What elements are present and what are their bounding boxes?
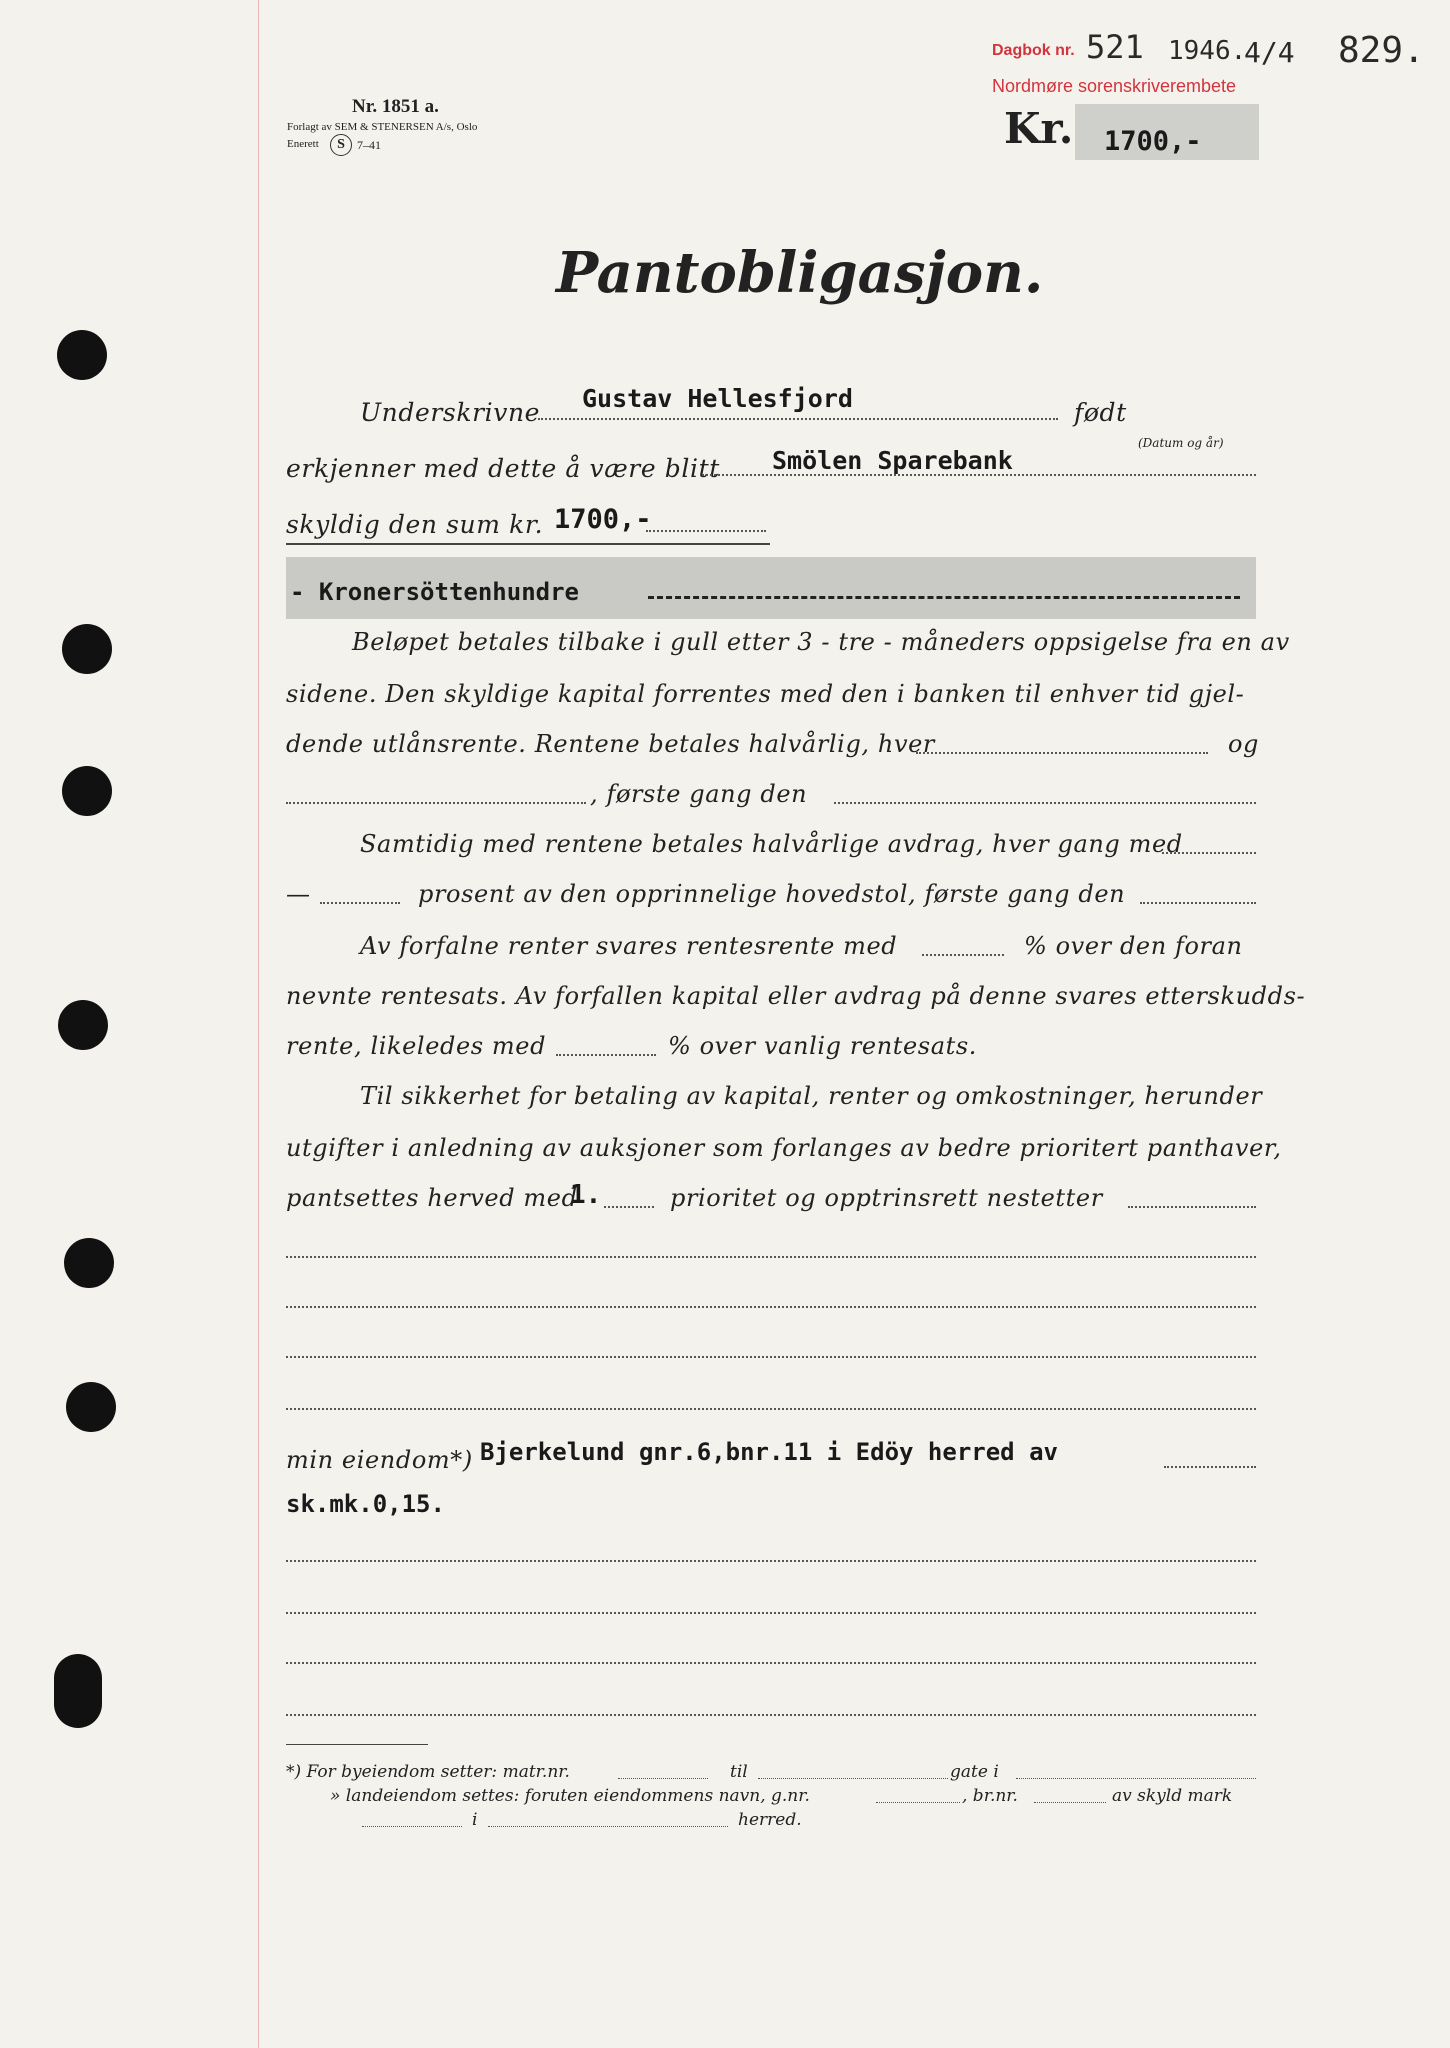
footnote-line-2: » landeiendom settes: foruten eiendommens navn, g.nr. xyxy=(330,1786,810,1806)
fill-line xyxy=(834,802,1256,804)
fill-line xyxy=(1128,1206,1256,1208)
body-line-8: nevnte rentesats. Av forfallen kapital eller avdrag på denne svares etterskudds- xyxy=(286,982,1306,1010)
property-label: min eiendom*) xyxy=(286,1446,473,1474)
fill-line xyxy=(1016,1778,1256,1779)
amount-words-fill xyxy=(648,596,1240,599)
footnote-line-2-end: av skyld mark xyxy=(1112,1786,1233,1806)
punch-hole xyxy=(57,330,107,380)
handwritten-ref: 521 xyxy=(1086,28,1144,66)
body-line-11: utgifter i anledning av auksjoner som forlanges av bedre prioritert panthaver, xyxy=(286,1134,1282,1162)
body-line-10: Til sikkerhet for betaling av kapital, renter og omkostninger, herunder xyxy=(360,1082,1263,1110)
fill-line xyxy=(556,1054,656,1056)
footnote-line-1: *) For byeiendom setter: matr.nr. xyxy=(286,1762,570,1782)
form-number: Nr. 1851 a. xyxy=(352,96,439,117)
body-line-7-end: % over den foran xyxy=(1024,932,1243,960)
punch-hole xyxy=(62,766,112,816)
footnote-line-3-i: i xyxy=(472,1810,478,1830)
fill-line xyxy=(1034,1802,1106,1803)
fill-line xyxy=(618,1778,708,1779)
document-title: Pantobligasjon. xyxy=(556,240,1044,306)
fill-line xyxy=(1164,1466,1256,1468)
blank-fill-line xyxy=(286,1408,1256,1410)
footnote-rule xyxy=(286,1744,428,1745)
amount-words: - Kronersöttenhundre xyxy=(290,578,579,606)
sum-value: 1700,- xyxy=(554,504,652,535)
blank-fill-line xyxy=(286,1356,1256,1358)
underline-rule xyxy=(286,543,770,545)
fill-line xyxy=(488,1826,728,1827)
page-number: 829. xyxy=(1338,30,1425,71)
body-line-2: sidene. Den skyldige kapital forrentes med den i banken til enhver tid gjel- xyxy=(286,680,1245,708)
priority-value: 1. xyxy=(570,1180,602,1210)
born-label: født xyxy=(1074,398,1127,427)
creditor-value: Smölen Sparebank xyxy=(772,446,1013,475)
footnote-line-2-brnr: , br.nr. xyxy=(962,1786,1018,1806)
fill-line xyxy=(758,1778,948,1779)
stamp-office: Nordmøre sorenskriverembete xyxy=(992,76,1237,96)
publisher-line: Forlagt av SEM & STENERSEN A/s, Oslo xyxy=(287,121,478,133)
fill-line xyxy=(362,1826,462,1827)
fill-line xyxy=(1140,902,1256,904)
fill-line xyxy=(922,954,1004,956)
publisher-enerett: Enerett xyxy=(287,138,319,150)
stamp-label: Dagbok nr. xyxy=(992,42,1075,59)
footnote-line-3: herred. xyxy=(738,1810,802,1830)
born-note: (Datum og år) xyxy=(1138,436,1224,450)
punch-hole xyxy=(54,1654,102,1728)
body-line-5: Samtidig med rentene betales halvårlige avdrag, hver gang med xyxy=(360,830,1183,858)
fill-line xyxy=(286,802,586,804)
blank-fill-line xyxy=(286,1662,1256,1664)
kr-amount: 1700,- xyxy=(1104,126,1202,157)
body-line-4: , første gang den xyxy=(590,780,808,808)
body-line-3: dende utlånsrente. Rentene betales halvårlig, hver xyxy=(286,730,935,758)
footnote-line-1-gate: gate i xyxy=(950,1762,999,1782)
blank-fill-line xyxy=(286,1306,1256,1308)
punch-hole xyxy=(66,1382,116,1432)
punch-hole xyxy=(58,1000,108,1050)
property-value-line-1: Bjerkelund gnr.6,bnr.11 i Edöy herred av xyxy=(480,1438,1058,1466)
property-value-line-2: sk.mk.0,15. xyxy=(286,1490,445,1518)
blank-fill-line xyxy=(286,1256,1256,1258)
body-line-12-end: prioritet og opptrinsrett nestetter xyxy=(670,1184,1103,1212)
undersigned-label: Underskrivne xyxy=(360,398,541,427)
fill-line xyxy=(604,1206,654,1208)
body-line-1: Beløpet betales tilbake i gull etter 3 - tre - måneders oppsigelse fra en av xyxy=(352,628,1290,656)
fill-line xyxy=(320,902,400,904)
handwritten-year: 1946. xyxy=(1168,36,1247,66)
body-line-7: Av forfalne renter svares rentesrente med xyxy=(360,932,898,960)
publisher-logo-icon: S xyxy=(330,134,352,156)
blank-fill-line xyxy=(286,1560,1256,1562)
kr-label: Kr. xyxy=(1004,104,1074,153)
fill-line xyxy=(538,418,1058,420)
undersigned-value: Gustav Hellesfjord xyxy=(582,384,853,413)
body-line-3-end: og xyxy=(1228,730,1260,758)
blank-fill-line xyxy=(286,1714,1256,1716)
body-line-9: rente, likeledes med xyxy=(286,1032,547,1060)
sum-label: skyldig den sum kr. xyxy=(286,510,544,539)
body-line-12: pantsettes herved med xyxy=(286,1184,578,1212)
body-line-6: prosent av den opprinnelige hovedstol, første gang den xyxy=(418,880,1126,908)
fill-line xyxy=(916,752,1208,754)
fill-line xyxy=(876,1802,960,1803)
fill-line xyxy=(1162,852,1256,854)
punch-hole xyxy=(62,624,112,674)
publisher-date: 7–41 xyxy=(357,138,381,152)
body-line-6-dash: — xyxy=(286,880,311,908)
margin-rule xyxy=(258,0,259,2048)
punch-hole xyxy=(64,1238,114,1288)
handwritten-date: 4/4 xyxy=(1244,36,1295,69)
blank-fill-line xyxy=(286,1612,1256,1614)
creditor-label: erkjenner med dette å være blitt xyxy=(286,454,720,483)
footnote-line-1-til: til xyxy=(730,1762,748,1782)
fill-line xyxy=(646,530,766,532)
body-line-9-end: % over vanlig rentesats. xyxy=(668,1032,978,1060)
